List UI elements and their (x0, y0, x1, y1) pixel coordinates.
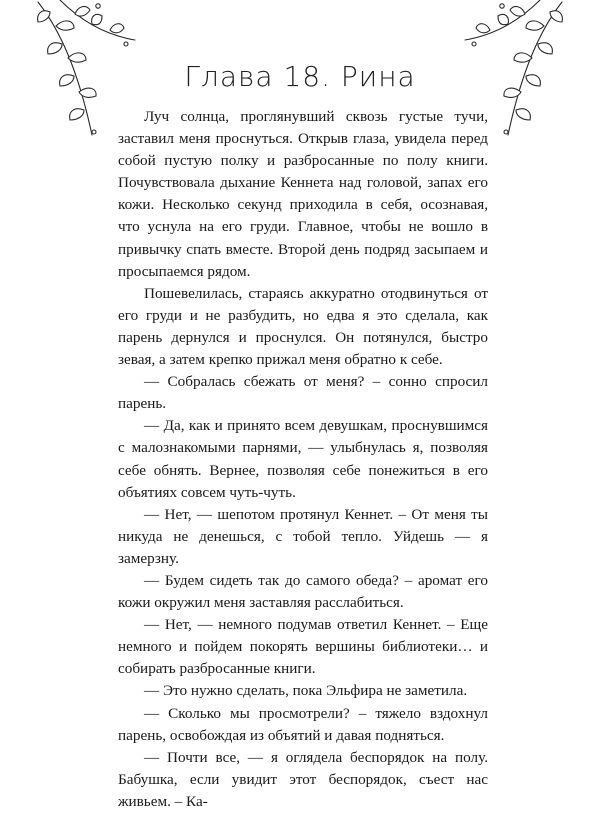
paragraph: — Это нужно сделать, пока Эльфира не заметила. (144, 682, 468, 700)
paragraph: — Почти все, — я оглядела беспорядок на полу. Бабушка, если увидит этот беспорядок, съест нас живьем. – Ка- (118, 748, 488, 810)
paragraph: — Нет, — немного подумав ответил Кеннет. – Еще немного и пойдем покорять вершины библиотеки… и собирать разбросанные книги. (118, 616, 488, 678)
paragraph: — Сколько мы просмотрели? – тяжело вздохнул парень, освобождая из объятий и давая подняться. (118, 704, 488, 744)
chapter-body (118, 106, 488, 813)
paragraph: — Нет, — шепотом протянул Кеннет. – От меня ты никуда не денешься, с тобой тепло. Уйдешь — я замерзну. (118, 505, 488, 567)
chapter-title: Глава 18. Рина (184, 60, 416, 93)
paragraph: Пошевелилась, стараясь аккуратно отодвинуться от его груди и не разбудить, но едва я это сделала, как парень дернулся и проснулся. Он потянулся, быстро зевая, а затем крепко прижал меня обратно к себе. (118, 284, 488, 369)
paragraph: — Будем сидеть так до самого обеда? – аромат его кожи окружил меня заставляя расслабиться. (118, 571, 488, 612)
paragraph: Луч солнца, проглянувший сквозь густые тучи, заставил меня проснуться. Открыв глаза, увидела перед собой пустую полку и разбросанные по полу книги. Почувствовала дыхание Кеннета над головой, запах его кожи. Несколько секунд приходила в себя, осознавая, что уснула на его груди. Главное, чтобы не вошло в привычку спать вместе. Второй день подряд засыпаем и просыпаемся рядом. (118, 108, 488, 280)
paragraph: — Да, как и принято всем девушкам, проснувшимся с малознакомыми парнями, — улыбнулась я, позволяя себе обнять. Вернее, позволяя себе понежиться в его объятиях совсем чуть-чуть. (118, 417, 488, 501)
paragraph: — Собралась сбежать от меня? – сонно спросил парень. (118, 373, 488, 413)
